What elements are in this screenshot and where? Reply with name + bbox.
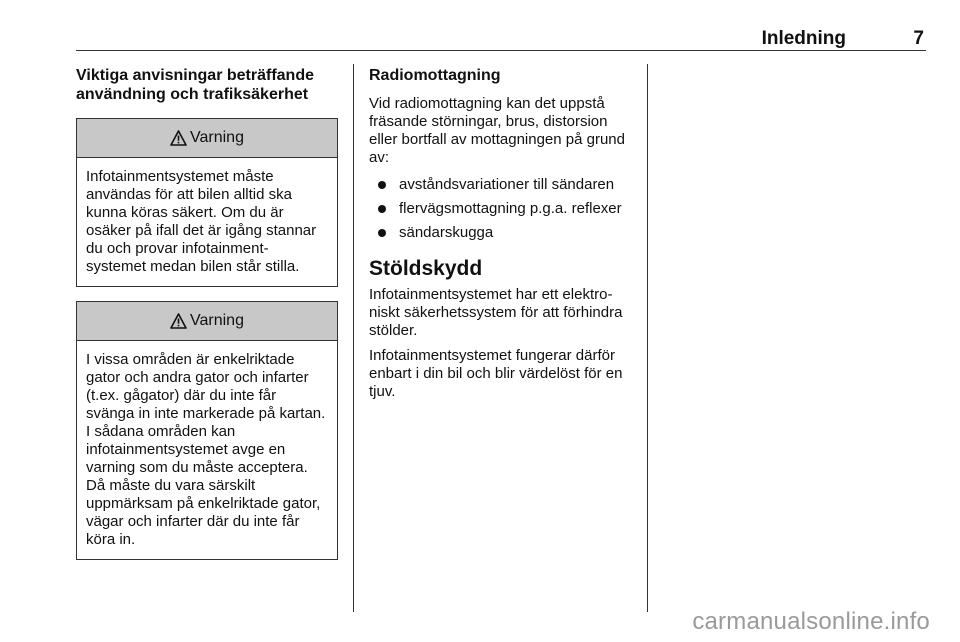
page-number: 7 — [913, 28, 924, 49]
radio-intro: Vid radiomottagning kan det uppstå fräsande störningar, brus, distorsion eller bortfall av mottagningen på grund av: — [369, 95, 625, 166]
left-column — [76, 66, 338, 560]
page-header — [76, 26, 926, 51]
right-column — [369, 66, 634, 408]
chapter-title: Inledning — [761, 28, 846, 49]
section-heading: Viktiga anvisningar beträffande användning och trafiksäkerhet — [76, 67, 314, 103]
warning-title: Varning — [190, 312, 244, 329]
radio-bullet-list — [369, 176, 634, 242]
bullet-text: avståndsvariationer till sändaren — [399, 176, 615, 193]
list-item — [369, 176, 634, 194]
bullet-icon — [378, 205, 386, 213]
warning-box — [76, 301, 338, 560]
theft-paragraph: Infotainmentsystemet fungerar därför enbart i din bil och blir värdelöst för en tjuv. — [369, 347, 623, 400]
bullet-text: sändarskugga — [399, 224, 494, 241]
bullet-text: flervägsmottagning p.g.a. reflexer — [399, 200, 622, 217]
theft-paragraph: Infotainmentsystemet har ett elektro-niskt säkerhetssystem för att förhindra stölder. — [369, 286, 623, 339]
watermark: carmanualsonline.info — [692, 608, 930, 635]
radio-heading: Radiomottagning — [369, 67, 501, 84]
bullet-icon — [378, 229, 386, 237]
warning-triangle-icon — [170, 130, 187, 146]
warning-header — [77, 302, 337, 341]
warning-header — [77, 119, 337, 158]
warning-text: Infotainmentsystemet måste användas för att bilen alltid ska kunna köras säkert. Om du är osäker på ifall det är igång stannar du och provar infotainment-systemet medan bilen står stilla. — [86, 168, 317, 275]
warning-text: I vissa områden är enkelriktade gator och andra gator och infarter (t.ex. gågator) där du inte får svänga in inte markerade på kartan. I sådana områden kan infotainmentsystemet avge en varning som du måste acceptera. Då måste du vara särskilt uppmärksam på enkelriktade gator, vägar och infarter där du inte får köra in. — [86, 351, 326, 548]
column-divider — [647, 64, 648, 612]
warning-triangle-icon — [170, 313, 187, 329]
warning-title: Varning — [190, 129, 244, 146]
list-item — [369, 200, 634, 218]
list-item — [369, 224, 634, 242]
warning-box — [76, 118, 338, 287]
bullet-icon — [378, 181, 386, 189]
theft-heading: Stöldskydd — [369, 257, 483, 280]
column-divider — [353, 64, 354, 612]
